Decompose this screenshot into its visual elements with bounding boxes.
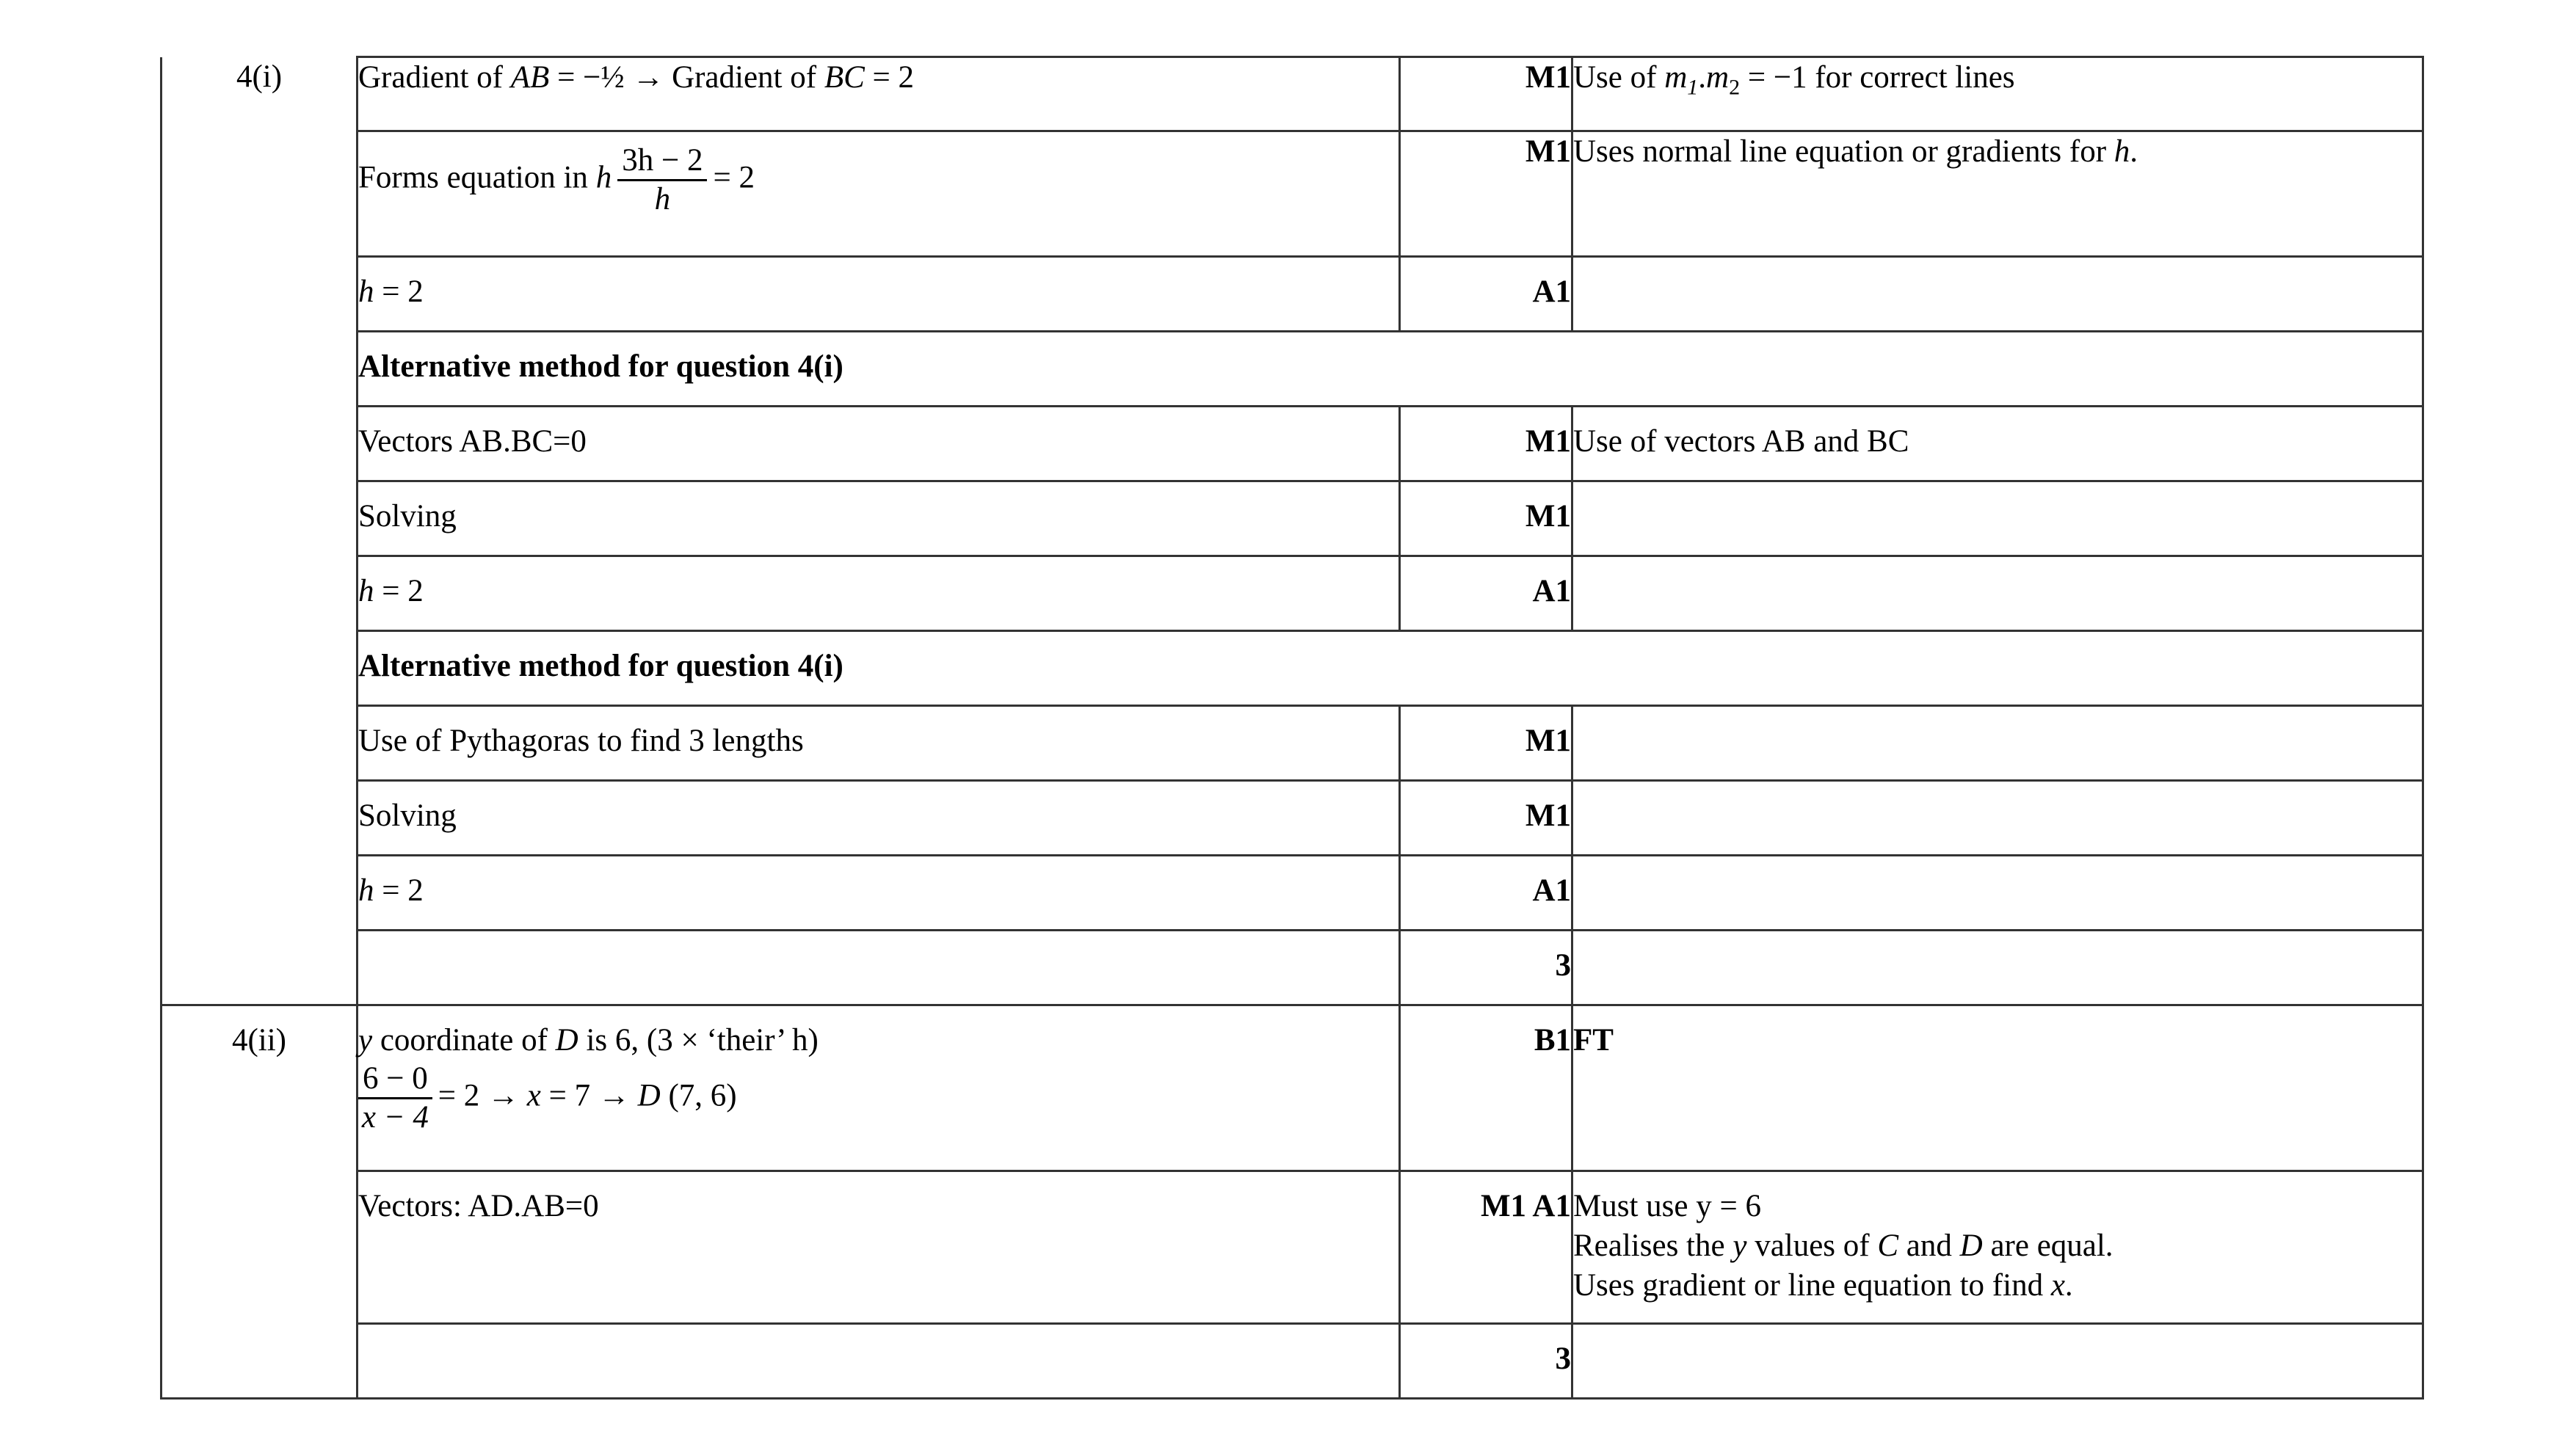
- mark-cell: M1: [1400, 57, 1572, 131]
- guidance-cell: Must use y = 6 Realises the y values of C and D are equal. Uses gradient or line equation to find x.: [1572, 1171, 2423, 1324]
- mark-scheme-table: [160, 56, 2424, 1400]
- mark-cell: M1: [1400, 407, 1572, 481]
- alternative-method-heading: Alternative method for question 4(i): [358, 332, 2423, 407]
- table-row: [162, 57, 2423, 131]
- guidance-cell: FT: [1572, 1005, 2423, 1171]
- answer-cell: Forms equation in h $\frac{3h - 2}{h}$ = 2: [358, 131, 1400, 257]
- table-row: [162, 257, 2423, 332]
- mark-cell: M1: [1400, 131, 1572, 257]
- total-marks: 3: [1400, 931, 1572, 1005]
- table-row: [162, 856, 2423, 931]
- table-row: [162, 1005, 2423, 1171]
- mark-cell: B1: [1400, 1005, 1572, 1171]
- mark-cell: A1: [1400, 257, 1572, 332]
- total-marks: 3: [1400, 1324, 1572, 1399]
- guidance-cell: Use of $m_1.m_2 = -1$ for correct lines: [1572, 57, 2423, 131]
- mark-cell: M1: [1400, 706, 1572, 781]
- guidance-cell: Use of vectors AB and BC: [1572, 407, 2423, 481]
- table-row: [162, 931, 2423, 1005]
- alternative-method-heading: Alternative method for question 4(i): [358, 631, 2423, 706]
- answer-cell: Gradient of AB = −½ → Gradient of BC = 2: [358, 57, 1400, 131]
- table-row: [162, 556, 2423, 631]
- table-row: [162, 1171, 2423, 1324]
- mark-cell: M1: [1400, 781, 1572, 856]
- answer-cell: Vectors AB.BC=0: [358, 407, 1400, 481]
- table-row: [162, 1324, 2423, 1399]
- answer-cell: h = 2: [358, 856, 1400, 931]
- question-label: 4(i): [236, 59, 283, 94]
- mark-cell: M1: [1400, 481, 1572, 556]
- table-row: [162, 781, 2423, 856]
- question-label: 4(ii): [231, 1023, 287, 1058]
- table-row: [162, 706, 2423, 781]
- guidance-cell: Uses normal line equation or gradients for h.: [1572, 131, 2423, 257]
- fraction: $\frac{6 - 0}{x - 4}$: [358, 1060, 432, 1136]
- question-number-4i: [162, 57, 358, 131]
- answer-cell: h = 2: [358, 257, 1400, 332]
- answer-cell: y coordinate of D is 6, (3 × ‘their’ h) $\frac{6 - 0}{x - 4}$ = 2 → x = 7 → D (7, 6): [358, 1005, 1400, 1171]
- answer-cell: Use of Pythagoras to find 3 lengths: [358, 706, 1400, 781]
- answer-cell: Vectors: AD.AB=0: [358, 1171, 1400, 1324]
- table-row: [162, 407, 2423, 481]
- fraction: $\frac{3h - 2}{h}$: [617, 142, 707, 218]
- table-row: [162, 131, 2423, 257]
- table-row: [162, 631, 2423, 706]
- table-row: [162, 332, 2423, 407]
- answer-cell: Solving: [358, 481, 1400, 556]
- mark-cell: A1: [1400, 556, 1572, 631]
- table-row: [162, 481, 2423, 556]
- question-number-4ii: [162, 1005, 358, 1171]
- answer-cell: Solving: [358, 781, 1400, 856]
- mark-cell: M1 A1: [1400, 1171, 1572, 1324]
- answer-cell: h = 2: [358, 556, 1400, 631]
- mark-cell: A1: [1400, 856, 1572, 931]
